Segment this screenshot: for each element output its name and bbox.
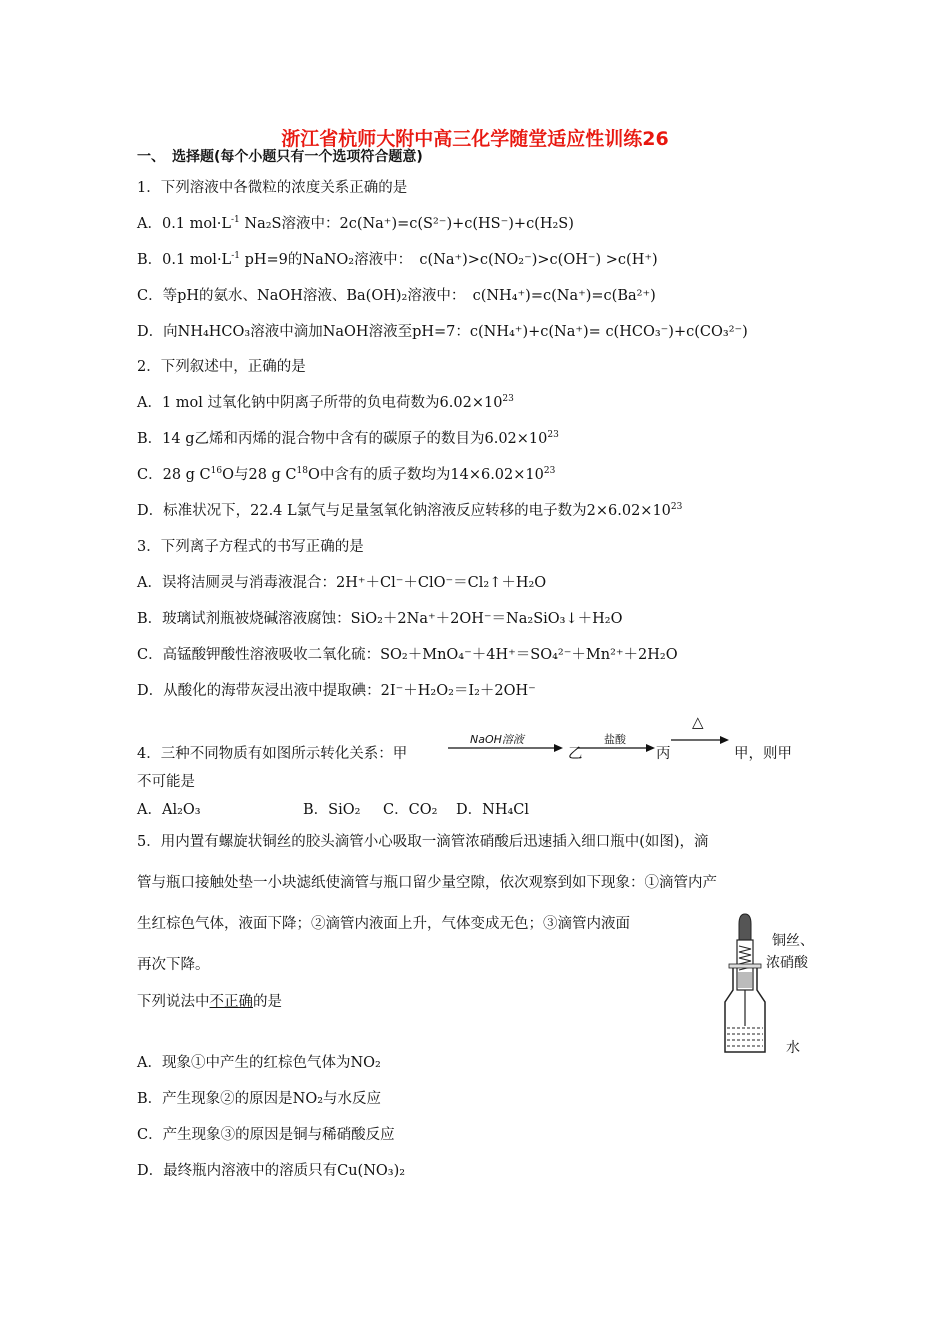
q5-ask-post: 的是 [253,994,282,1010]
q2-option-b [137,429,559,449]
q4-stem-start: 4．三种不同物质有如图所示转化关系：甲 [137,746,408,762]
q2-c-exp23: 23 [543,466,556,477]
q3-option-a: A．误将洁厕灵与消毒液混合：2H⁺＋Cl⁻＋ClO⁻＝Cl₂↑＋H₂O [137,575,547,591]
arrow-3-head [720,736,729,744]
q3-stem: 3．下列离子方程式的书写正确的是 [137,539,364,555]
q1-option-b [137,250,658,270]
q5-line-2: 管与瓶口接触处垫一小块滤纸使滴管与瓶口留少量空隙，依次观察到如下现象：①滴管内产 [137,875,717,891]
arrow-2-label: 盐酸 [604,733,626,746]
q5-line-4: 再次下降。 [137,957,210,973]
q3-option-d: D．从酸化的海带灰浸出液中提取碘：2I⁻＋H₂O₂＝I₂＋2OH⁻ [137,683,536,699]
q5-ask-underlined: 不正确 [209,994,253,1010]
q5-ask-pre: 下列说法中 [137,994,210,1010]
q5-option-d: D．最终瓶内溶液中的溶质只有Cu(NO₃)₂ [137,1163,406,1179]
q2-d-body: D．标准状况下，22.4 L氯气与足量氢氧化钠溶液反应转移的电子数为2×6.02×10 [137,503,671,519]
q1-a-body: Na₂S溶液中：2c(Na⁺)=c(S²⁻)+c(HS⁻)+c(H₂S) [244,216,574,232]
q1-option-d: D．向NH₄HCO₃溶液中滴加NaOH溶液至pH=7：c(NH₄⁺)+c(Na⁺)= c(HCO₃⁻)+c(CO₃²⁻) [137,324,748,340]
q2-c-exp18: 18 [296,466,308,477]
q2-c-part2: O与28 g C [222,467,297,483]
q5-option-c: C．产生现象③的原因是铜与稀硝酸反应 [137,1127,395,1143]
q2-a-body: A．1 mol 过氧化钠中阴离子所带的负电荷数为6.02×10 [137,395,503,411]
q3-option-c: C．高锰酸钾酸性溶液吸收二氧化硫：SO₂＋MnO₄⁻＋4H⁺＝SO₄²⁻＋Mn²⁺＋2H₂O [137,647,678,663]
q5-ask [137,992,282,1012]
q4-option-b: B．SiO₂ [303,802,361,818]
q5-option-a: A．现象①中产生的红棕色气体为NO₂ [137,1055,381,1071]
q4-option-a: A．Al₂O₃ [137,802,201,818]
q1-b-body: pH=9的NaNO₂溶液中： c(Na⁺)>c(NO₂⁻)>c(OH⁻) >c(H⁺) [244,252,658,268]
q1-b-prefix: B．0.1 mol·L [137,252,232,268]
page-title: 浙江省杭师大附中高三化学随堂适应性训练26 [281,128,669,150]
arrow-1-label: NaOH溶液 [470,733,524,746]
q4-bing: 丙 [656,746,671,762]
q1-a-exponent: -1 [231,215,240,226]
arrow-2-head [646,744,655,752]
q2-d-exponent: 23 [670,502,683,513]
label-water: 水 [786,1040,800,1056]
q2-option-c [137,465,555,485]
q4-stem-cont: 不可能是 [137,774,195,790]
label-conc-nitric-acid: 浓硝酸 [766,955,808,971]
label-copper-wire: 铜丝、 [772,933,814,949]
bottle-dropper-figure [715,910,775,1060]
q1-stem: 1．下列溶液中各微粒的浓度关系正确的是 [137,180,408,196]
q2-b-body: B．14 g乙烯和丙烯的混合物中含有的碳原子的数目为6.02×10 [137,431,548,447]
q1-option-a [137,214,574,234]
q5-option-b: B．产生现象②的原因是NO₂与水反应 [137,1091,382,1107]
q2-c-part3: O中含有的质子数均为14×6.02×10 [307,467,544,483]
q3-option-b: B．玻璃试剂瓶被烧碱溶液腐蚀：SiO₂＋2Na⁺＋2OH⁻＝Na₂SiO₃↓＋H₂O [137,611,623,627]
q2-option-d [137,501,682,521]
q5-line-3: 生红棕色气体，液面下降；②滴管内液面上升，气体变成无色；③滴管内液面 [137,916,630,932]
q1-a-prefix: A．0.1 mol·L [137,216,231,232]
q2-c-part1: C．28 g C [137,467,211,483]
q2-a-exponent: 23 [502,394,514,405]
q1-option-c: C．等pH的氨水、NaOH溶液、Ba(OH)₂溶液中： c(NH₄⁺)=c(Na⁺)=c(Ba²⁺) [137,288,656,304]
q4-option-c: C．CO₂ [383,802,438,818]
q2-b-exponent: 23 [547,430,559,441]
q1-b-exponent: -1 [231,251,240,262]
q5-line-1: 5．用内置有螺旋状铜丝的胶头滴管小心吸取一滴管浓硝酸后迅速插入细口瓶中(如图)，滴 [137,834,709,850]
section-heading: 一、 选择题(每个小题只有一个选项符合题意) [137,149,423,165]
q4-stem-end: 甲，则甲 [734,746,792,762]
arrow-3-label: △ [692,713,704,731]
q2-option-a [137,393,514,413]
arrow-1-head [554,744,563,752]
q2-c-exp16: 16 [210,466,223,477]
q4-yi: 乙 [568,746,583,762]
q2-stem: 2．下列叙述中，正确的是 [137,359,306,375]
q4-option-d: D．NH₄Cl [456,802,530,818]
